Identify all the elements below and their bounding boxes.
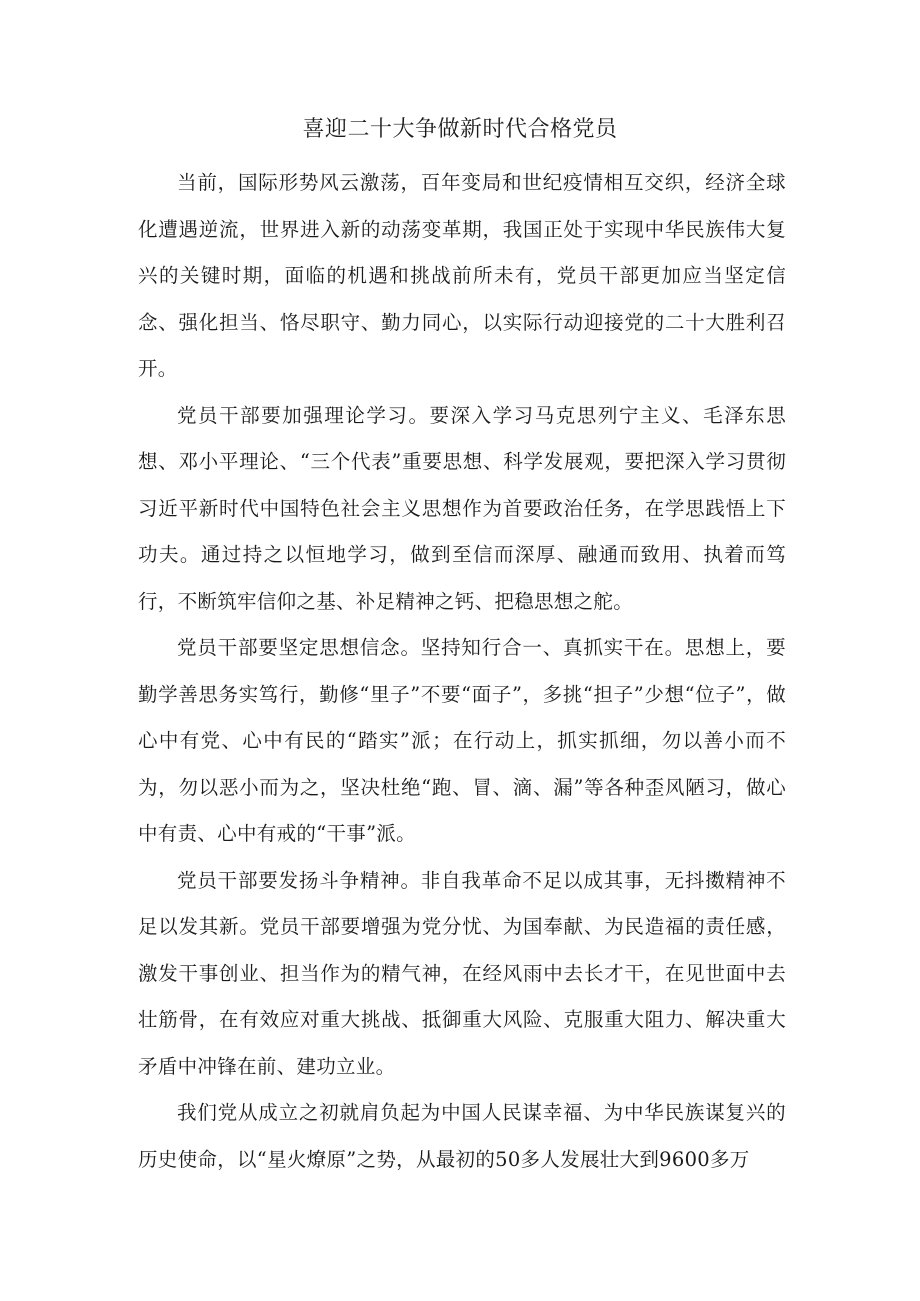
paragraph: 当前，国际形势风云激荡，百年变局和世纪疫情相互交织，经济全球化遭遇逆流，世界进入新的动荡变革期，我国正处于实现中华民族伟大复兴的关键时期，面临的机遇和挑战前所未有，党员干部更加应当坚定信念、强化担当、恪尽职守、勤力同心，以实际行动迎接党的二十大胜利召开。 — [138, 171, 786, 380]
paragraph: 党员干部要加强理论学习。要深入学习马克思列宁主义、毛泽东思想、邓小平理论、“三个代表”重要思想、科学发展观，要把深入学习贯彻习近平新时代中国特色社会主义思想作为首要政治任务，在学思践悟上下功夫。通过持之以恒地学习，做到至信而深厚、融通而致用、执着而笃行，不断筑牢信仰之基、补足精神之钙、把稳思想之舵。 — [138, 403, 786, 613]
paragraph: 党员干部要发扬斗争精神。非自我革命不足以成其事，无抖擞精神不足以发其新。党员干部要增强为党分忧、为国奉献、为民造福的责任感，激发干事创业、担当作为的精气神，在经风雨中去长才干，在见世面中去壮筋骨，在有效应对重大挑战、抵御重大风险、克服重大阻力、解决重大矛盾中冲锋在前、建功立业。 — [138, 868, 786, 1078]
paragraph: 我们党从成立之初就肩负起为中国人民谋幸福、为中华民族谋复兴的历史使命，以“星火燎原”之势，从最初的50多人发展壮大到9600多万 — [138, 1101, 786, 1171]
paragraph: 党员干部要坚定思想信念。坚持知行合一、真抓实干在。思想上，要勤学善思务实笃行，勤修“里子”不要“面子”，多挑“担子”少想“位子”，做心中有党、心中有民的“踏实”派；在行动上，抓实抓细，勿以善小而不为，勿以恶小而为之，坚决杜绝“跑、冒、滴、漏”等各种歪风陋习，做心中有责、心中有戒的“干事”派。 — [138, 636, 786, 845]
document-body — [138, 160, 786, 1183]
document-title: 喜迎二十大争做新时代合格党员 — [302, 117, 618, 142]
